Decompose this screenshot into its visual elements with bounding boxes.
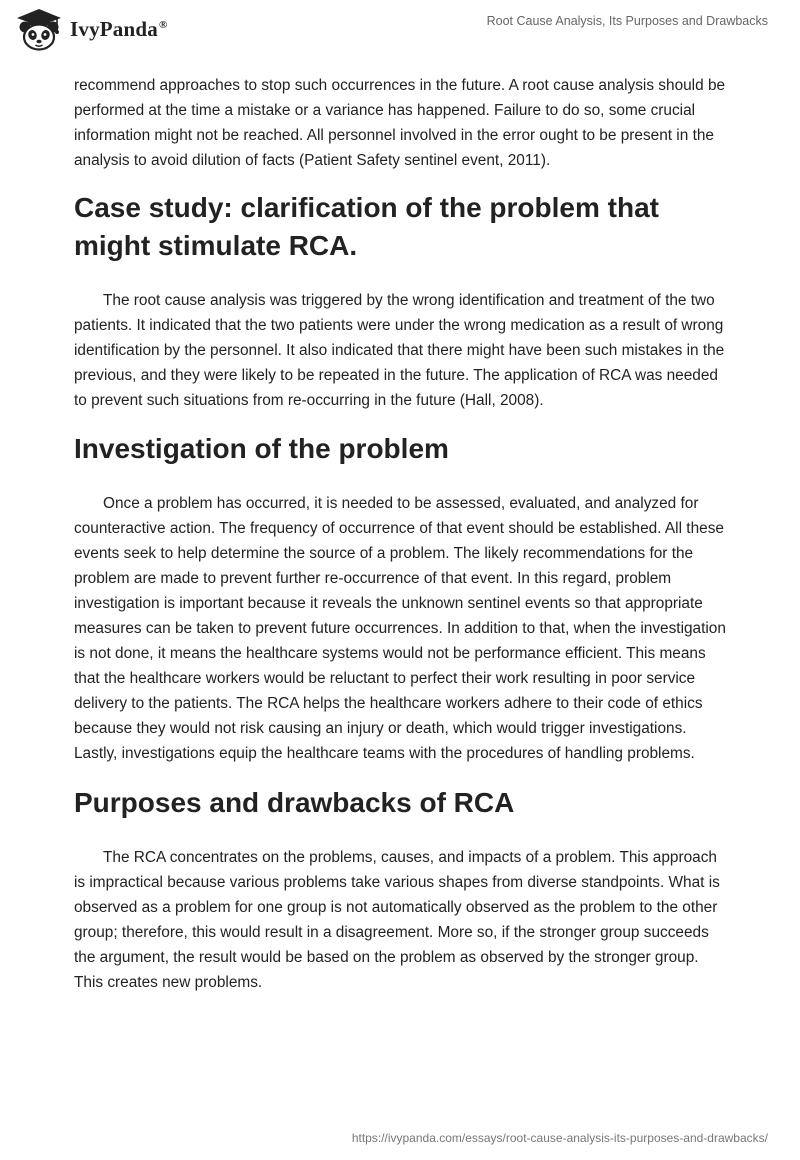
heading-investigation: Investigation of the problem xyxy=(74,433,449,464)
brand-name: IvyPanda® xyxy=(70,16,168,41)
heading-case-study: Case study: clarification of the problem that might stimulate RCA. xyxy=(74,192,659,261)
intro-paragraph: recommend approaches to stop such occurrences in the future. A root cause analysis should be performed at the time a mistake or a variance has happened. Failure to do so, some crucial information might not be reached. All personnel involved in the error ought to be present in the analysis to avoid dilution of facts (Patient Safety sentinel event, 2011). xyxy=(74,77,726,169)
heading-purposes-drawbacks: Purposes and drawbacks of RCA xyxy=(74,787,515,818)
paragraph-purposes-drawbacks: The RCA concentrates on the problems, causes, and impacts of a problem. This approach is impractical because various problems take various shapes from diverse standpoints. What is observed as a problem for one group is not automatically observed as the problem to the other group; therefore, this would result in a disagreement. More so, if the stronger group succeeds the argument, the result would be based on the problem as observed by the stronger group. This creates new problems. xyxy=(74,849,720,991)
paragraph-case-study: The root cause analysis was triggered by the wrong identification and treatment of the two patients. It indicated that the two patients were under the wrong medication as a result of wrong identification by the personnel. It also indicated that there might have been such mistakes in the previous, and they were likely to be repeated in the future. The application of RCA was needed to prevent such situations from re-occurring in the future (Hall, 2008). xyxy=(74,292,725,409)
ivypanda-logo[interactable] xyxy=(14,7,167,51)
paragraph-investigation: Once a problem has occurred, it is needed to be assessed, evaluated, and analyzed for counteractive action. The frequency of occurrence of that event should be established. All these events seek to help determine the source of a problem. The likely recommendations for the problem are made to prevent further re-occurrence of that event. In this regard, problem investigation is important because it reveals the unknown sentinel events so that appropriate measures can be taken to prevent future occurrences. In addition to that, when the investigation is not done, it means the healthcare systems would not be performance efficient. This means that the healthcare workers would be reluctant to perfect their work resulting in poor service delivery to the patients. The RCA helps the healthcare workers adhere to their code of ethics because they would not risk causing an injury or death, which would trigger investigations. Lastly, investigations equip the healthcare teams with the procedures of handling problems. xyxy=(74,495,726,762)
essay-content xyxy=(74,70,726,995)
panda-mascot-icon xyxy=(14,7,64,51)
document-title: Root Cause Analysis, Its Purposes and Drawbacks xyxy=(486,14,768,28)
source-url-link[interactable]: https://ivypanda.com/essays/root-cause-analysis-its-purposes-and-drawbacks/ xyxy=(351,1131,768,1145)
page-header xyxy=(0,0,800,70)
